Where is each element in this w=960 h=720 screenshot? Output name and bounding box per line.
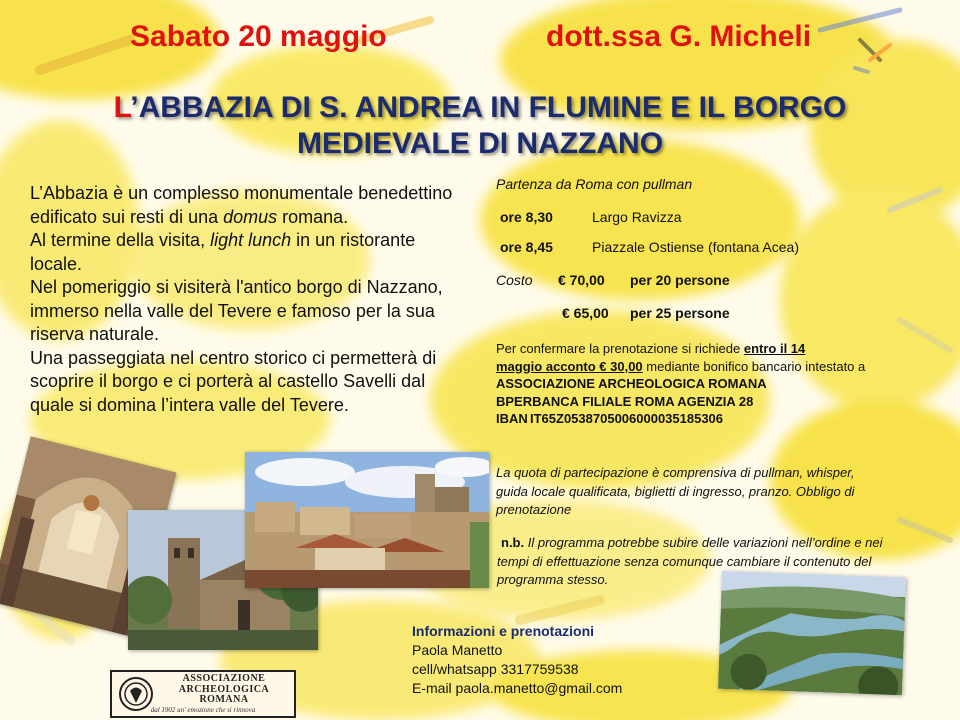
departure-intro: Partenza da Roma con pullman <box>496 176 693 192</box>
stop-1-place: Largo Ravizza <box>592 209 682 225</box>
page-title <box>40 90 920 162</box>
booking-deadline-b: maggio acconto € 30,00 <box>496 358 643 374</box>
contact-name: Paola Manetto <box>412 642 503 658</box>
cost-group-1: per 20 persone <box>630 272 730 288</box>
cost-row-2 <box>496 305 856 321</box>
nb-label: n.b. <box>501 535 525 550</box>
logo-tagline: dal 1902 un' emozione che si rinnova <box>150 706 256 714</box>
contact-block <box>412 622 622 698</box>
iban-label: IBAN <box>496 411 528 426</box>
departure-stop-1 <box>500 209 860 225</box>
logo-line-2: ARCHEOLOGICA <box>178 683 270 695</box>
p2-text-end: in un ristorante locale. <box>30 230 416 274</box>
booking-deadline-a: entro il 14 <box>743 341 806 356</box>
description-p3: Nel pomeriggio si visiterà l'antico borgo di Nazzano, immerso nella valle del Tevere e famoso per la sua riserva naturale. <box>30 277 443 344</box>
logo-line-3: ROMANA <box>199 694 249 705</box>
description-p1 <box>30 182 470 229</box>
p2-italic: light lunch <box>210 230 292 250</box>
stop-2-place: Piazzale Ostiense (fontana Acea) <box>592 239 800 255</box>
p1-text-end: romana. <box>277 206 349 227</box>
cost-price-1: € 70,00 <box>558 272 605 288</box>
nazzano-village-photo <box>245 452 489 588</box>
stop-2-time: ore 8,45 <box>500 239 553 255</box>
stop-1-time: ore 8,30 <box>500 209 553 225</box>
p1-text: L’Abbazia è un complesso monumentale benedettino edificato sui resti di una <box>30 183 453 227</box>
guide-name: dott.ssa G. Micheli <box>546 20 812 53</box>
contact-email[interactable]: E-mail paola.manetto@gmail.com <box>412 680 623 696</box>
title-first-letter: L <box>113 91 131 124</box>
title-line-2: MEDIEVALE DI NAZZANO <box>296 127 664 160</box>
cost-group-2: per 25 persone <box>630 305 730 321</box>
booking-text-1: Per confermare la prenotazione si richiede <box>496 341 744 356</box>
quota-note: La quota di partecipazione è comprensiva di pullman, whisper, guida locale qualificata, biglietti di ingresso, pranzo. Obbligo di prenotazione <box>496 465 855 517</box>
booking-bank: BPERBANCA FILIALE ROMA AGENZIA 28 <box>496 393 754 409</box>
tiber-valley-photo <box>718 571 906 695</box>
p2-text: Al termine della visita, <box>30 230 211 250</box>
booking-association: ASSOCIAZIONE ARCHEOLOGICA ROMANA <box>496 376 767 391</box>
contact-heading: Informazioni e prenotazioni <box>412 623 595 639</box>
iban-value: IT65Z0538705006000035185306 <box>530 411 724 426</box>
description-p2 <box>30 229 470 276</box>
description-p4: Una passeggiata nel centro storico ci permetterà di scoprire il borgo e ci porterà al castello Savelli dal quale si domina l’intera valle del Tevere. <box>30 347 437 415</box>
description <box>30 182 470 417</box>
logo-line-1: ASSOCIAZIONE <box>182 673 266 684</box>
contact-phone: cell/whatsapp 3317759538 <box>412 661 579 677</box>
departure-stop-2 <box>500 239 860 255</box>
cost-price-2: € 65,00 <box>562 305 609 321</box>
cost-row-1 <box>496 272 856 288</box>
nb-text: Il programma potrebbe subire delle variazioni nell’ordine e nei tempi di effettuazione senza comunque cambiare il contenuto del programma stesso. <box>497 535 883 587</box>
cost-label: Costo <box>496 272 533 288</box>
p1-italic: domus <box>223 206 278 227</box>
booking-info <box>496 340 866 428</box>
event-date: Sabato 20 maggio <box>130 20 387 53</box>
title-line-1: ’ABBAZIA DI S. ANDREA IN FLUMINE E IL BORGO <box>130 91 847 124</box>
booking-text-2: mediante bonifico bancario intestato a <box>642 358 866 374</box>
association-logo <box>110 670 296 718</box>
